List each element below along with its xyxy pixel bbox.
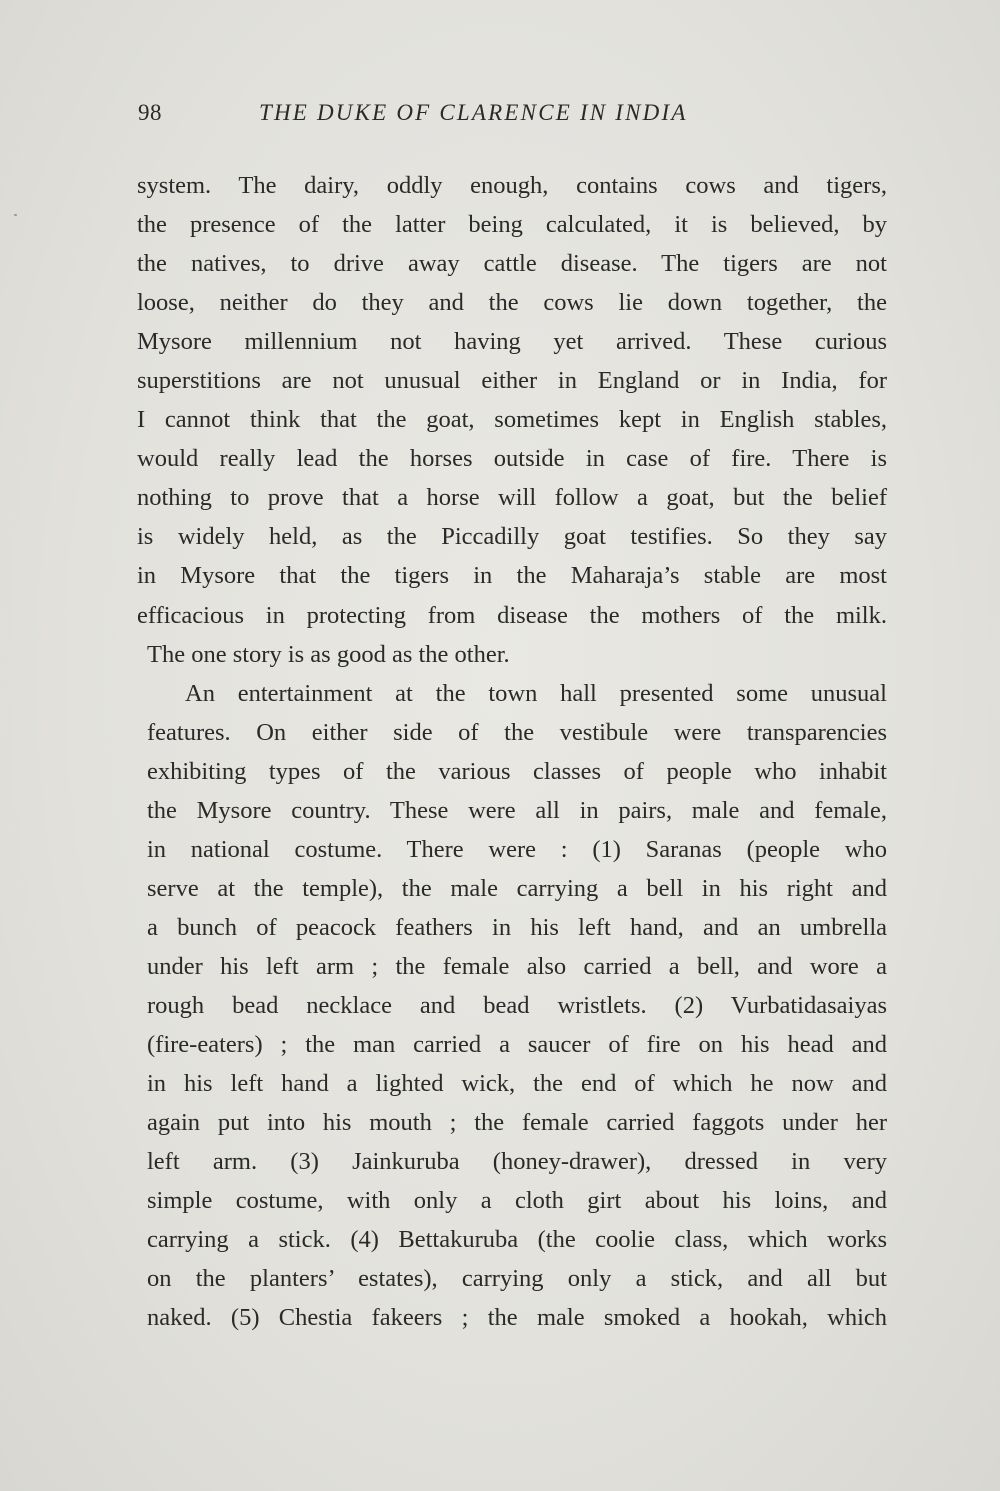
text-line: in national costume. There were : (1) Saranas (people who xyxy=(147,835,887,863)
text-line: the natives, to drive away cattle disease. The tigers are not xyxy=(137,250,887,278)
text-line: simple costume, with only a cloth girt about his loins, and xyxy=(147,1187,887,1215)
text-line: system. The dairy, oddly enough, contains cows and tigers, xyxy=(137,172,887,199)
page-number: 98 xyxy=(138,100,162,125)
text-line: the Mysore country. These were all in pairs, male and female, xyxy=(147,796,887,824)
text-line: left arm. (3) Jainkuruba (honey-drawer), dressed in very xyxy=(147,1148,887,1176)
text-line: I cannot think that the goat, sometimes kept in English stables, xyxy=(137,406,887,434)
page-header xyxy=(138,100,890,136)
text-line: the presence of the latter being calculated, it is believed, by xyxy=(137,211,887,239)
text-line: in Mysore that the tigers in the Maharaja’s stable are most xyxy=(137,562,887,590)
text-line: is widely held, as the Piccadilly goat testifies. So they say xyxy=(137,523,887,551)
text-line: superstitions are not unusual either in England or in India, for xyxy=(137,367,887,395)
text-line: would really lead the horses outside in case of fire. There is xyxy=(137,445,887,473)
text-line: on the planters’ estates), carrying only a stick, and all but xyxy=(147,1265,887,1293)
text-line: a bunch of peacock feathers in his left hand, and an umbrella xyxy=(147,913,887,941)
text-line: Mysore millennium not having yet arrived. These curious xyxy=(137,328,887,356)
text-line: loose, neither do they and the cows lie down together, the xyxy=(137,289,887,317)
paragraph-first-line: An entertainment at the town hall presented some unusual xyxy=(185,679,887,707)
text-line: carrying a stick. (4) Bettakuruba (the coolie class, which works xyxy=(147,1226,887,1254)
text-line: under his left arm ; the female also carried a bell, and wore a xyxy=(147,952,887,980)
text-line: in his left hand a lighted wick, the end of which he now and xyxy=(147,1070,887,1098)
body-text xyxy=(137,166,887,1337)
paragraph-end-line: The one story is as good as the other. xyxy=(147,640,510,668)
text-line: (fire-eaters) ; the man carried a saucer of fire on his head and xyxy=(147,1031,887,1059)
running-title: THE DUKE OF CLARENCE IN INDIA xyxy=(259,100,688,125)
text-line: exhibiting types of the various classes of people who inhabit xyxy=(147,757,887,785)
text-line: nothing to prove that a horse will follow a goat, but the belief xyxy=(137,484,887,512)
paper-speck xyxy=(14,214,17,216)
text-line: naked. (5) Chestia fakeers ; the male smoked a hookah, which xyxy=(147,1304,887,1332)
text-line: again put into his mouth ; the female carried faggots under her xyxy=(147,1109,887,1137)
text-line: rough bead necklace and bead wristlets. (2) Vurbatidasaiyas xyxy=(147,991,887,1019)
text-line: efficacious in protecting from disease the mothers of the milk. xyxy=(137,601,887,629)
text-line: serve at the temple), the male carrying a bell in his right and xyxy=(147,874,887,902)
text-line: features. On either side of the vestibule were transparencies xyxy=(147,718,887,746)
